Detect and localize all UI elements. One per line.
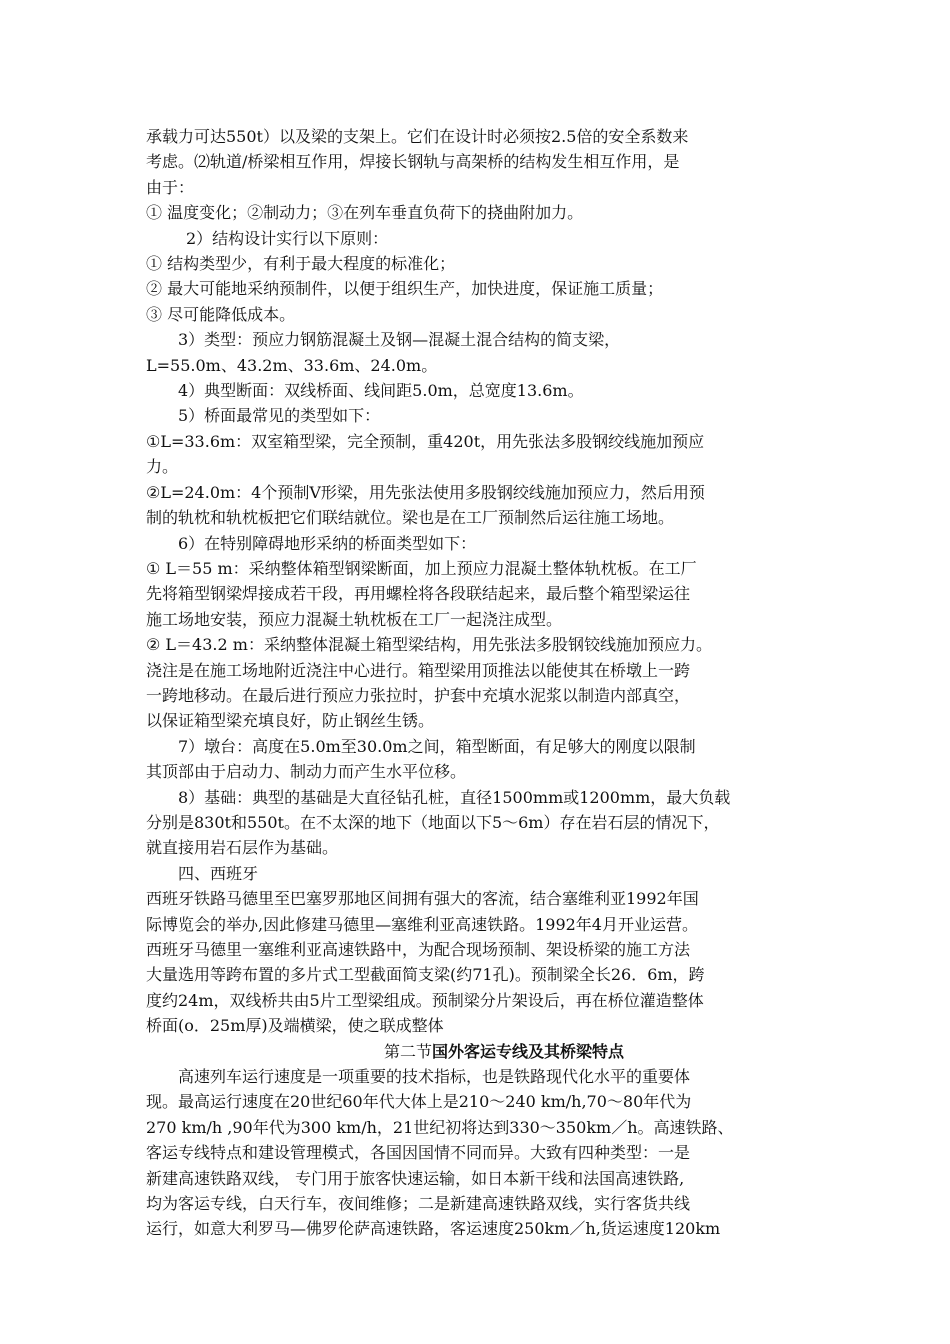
text-line: 4）典型断面：双线桥面、线间距5.0m，总宽度13.6m。 [178, 381, 584, 401]
text-line: 6）在特别障碍地形采纳的桥面类型如下： [178, 533, 477, 553]
text-line: 现。最高运行速度在20世纪60年代大体上是210～240 km/h,70～80年代为 [146, 1092, 692, 1112]
text-line: 力。 [146, 457, 179, 477]
text-line: 3）类型：预应力钢筋混凝土及钢—混凝土混合结构的简支梁， [178, 330, 621, 350]
section-heading [182, 1039, 826, 1064]
text-line: 制的轨枕和轨枕板把它们联结就位。梁也是在工厂预制然后运往施工场地。 [146, 508, 675, 528]
text-line: 一跨地移动。在最后进行预应力张拉时，护套中充填水泥浆以制造内部真空， [146, 685, 691, 705]
text-line: 度约24m，双线桥共由5片工型梁组成。预制梁分片架设后，再在桥位灌造整体 [146, 990, 704, 1010]
paragraph-block-after [146, 1064, 826, 1242]
text-line: 高速列车运行速度是一项重要的技术指标，也是铁路现代化水平的重要体 [178, 1067, 691, 1087]
text-line: 西班牙马德里一塞维利亚高速铁路中，为配合现场预制、架设桥梁的施工方法 [146, 940, 691, 959]
text-line: L=55.0m、43.2m、33.6m、24.0m。 [146, 355, 438, 375]
text-line: 其顶部由于启动力、制动力而产生水平位移。 [146, 762, 467, 782]
text-line: 均为客运专线，白天行车，夜间维修；二是新建高速铁路双线，实行客货共线 [146, 1194, 691, 1214]
text-line: 分别是830t和550t。在不太深的地下（地面以下5～6m）存在岩石层的情况下， [146, 812, 720, 832]
text-line: 施工场地安装，预应力混凝土轨枕板在工厂一起浇注成型。 [146, 609, 563, 629]
paragraph-block [146, 124, 826, 1039]
document-body [146, 124, 826, 1242]
text-line: 客运专线特点和建设管理模式，各国因国情不同而异。大致有四种类型：一是 [146, 1143, 691, 1163]
text-line: 大量选用等跨布置的多片式工型截面简支梁(约71孔)。预制梁全长26．6m，跨 [146, 965, 705, 985]
text-line: 考虑。⑵轨道/桥梁相互作用，焊接长钢轨与高架桥的结构发生相互作用，是 [146, 152, 680, 172]
text-line: ② L＝43.2 m：采纳整体混凝土箱型梁结构，用先张法多股钢铰线施加预应力。 [146, 635, 712, 655]
text-line: ②L=24.0m：4个预制V形梁，用先张法使用多股钢绞线施加预应力，然后用预 [146, 482, 705, 502]
text-line: ② 最大可能地采纳预制件，以便于组织生产，加快进度，保证施工质量； [146, 279, 664, 299]
section-heading-title: 国外客运专线及其桥梁特点 [432, 1041, 625, 1061]
text-line: ① 结构类型少，有利于最大程度的标准化； [146, 254, 456, 274]
text-line: ③ 尽可能降低成本。 [146, 304, 296, 324]
section-heading-prefix: 第二节 [383, 1041, 432, 1061]
text-line: 运行，如意大利罗马—佛罗伦萨高速铁路，客运速度250km／h,货运速度120km [146, 1219, 721, 1239]
text-line: ① 温度变化；②制动力；③在列车垂直负荷下的挠曲附加力。 [146, 203, 584, 223]
text-line: ①L=33.6m：双室箱型梁，完全预制，重420t，用先张法多股钢绞线施加预应 [146, 431, 705, 451]
text-line: 5）桥面最常见的类型如下： [178, 406, 381, 426]
text-line: 承载力可达550t）以及梁的支架上。它们在设计时必须按2.5倍的安全系数来 [146, 127, 689, 146]
text-line: 桥面(o．25m厚)及端横梁，使之联成整体 [146, 1016, 444, 1036]
text-line: 浇注是在施工场地附近浇注中心进行。箱型梁用顶推法以能使其在桥墩上一跨 [146, 660, 691, 680]
text-line: ① L＝55 m：采纳整体箱型钢梁断面，加上预应力混凝土整体轨枕板。在工厂 [146, 558, 697, 578]
text-line: 7）墩台：高度在5.0m至30.0m之间，箱型断面，有足够大的刚度以限制 [178, 736, 696, 756]
text-line: 际博览会的举办,因此修建马德里—塞维利亚高速铁路。1992年4月开业运营。 [146, 914, 698, 934]
text-line: 2）结构设计实行以下原则： [186, 228, 389, 248]
text-line: 先将箱型钢梁焊接成若干段，再用螺栓将各段联结起来，最后整个箱型梁运往 [146, 584, 691, 604]
text-line: 就直接用岩石层作为基础。 [146, 838, 339, 858]
text-line: 270 km/h ,90年代为300 km/h，21世纪初将达到330～350km／h。高速铁路、 [146, 1117, 734, 1137]
text-line: 以保证箱型梁充填良好，防止钢丝生锈。 [146, 711, 435, 731]
text-line: 8）基础：典型的基础是大直径钻孔桩，直径1500mm或1200mm，最大负载 [178, 787, 731, 807]
text-line: 新建高速铁路双线， 专门用于旅客快速运输，如日本新干线和法国高速铁路, [146, 1168, 685, 1188]
text-line: 西班牙铁路马德里至巴塞罗那地区间拥有强大的客流，结合塞维利亚1992年国 [146, 889, 699, 909]
text-line: 四、西班牙 [178, 863, 259, 883]
text-line: 由于： [146, 177, 195, 197]
